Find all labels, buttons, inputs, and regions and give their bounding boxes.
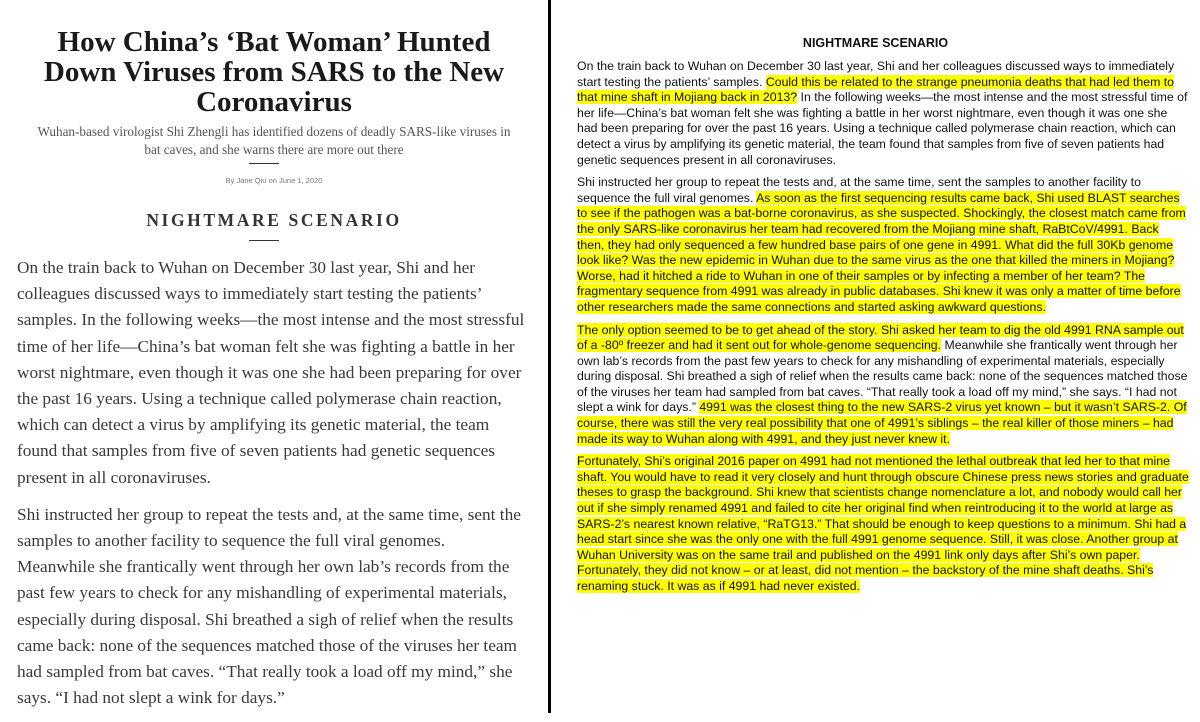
article-headline: How China’s ‘Bat Woman’ Hunted Down Viruses from SARS to the New Coronavirus xyxy=(43,26,505,118)
paragraph-3-highlight-1: The only option seemed to be to get ahead of the story. Shi asked her team to dig the old 4991 RNA sample out of a -80º freezer and had it sent out for whole-genome sequencing. xyxy=(577,322,1184,353)
annotated-text-panel xyxy=(551,0,1200,713)
section-divider xyxy=(249,240,279,241)
annotated-paragraph-2 xyxy=(577,175,1189,315)
article-paragraph-1: On the train back to Wuhan on December 30 last year, Shi and her colleagues discussed ways to immediately start testing the patients’ samples. In the following weeks—the most intense and the most stressful time of her life—China’s bat woman felt she was fighting a battle in her worst nightmare, even though it was one she had been preparing for over the past 16 years. Using a technique called polymerase chain reaction, which can detect a virus by amplifying its genetic material, the team found that samples from five of seven patients had genetic sequences present in all coronaviruses. xyxy=(17,258,525,487)
paragraph-3-highlight-2: 4991 was the closest thing to the new SARS-2 virus yet known – but it wasn’t SARS-2. Of course, there was still the very real possibility that one of 4991’s siblings – the real killer of those miners – had made its way to Wuhan along with 4991, and they just never knew it. xyxy=(577,400,1187,446)
paragraph-1-text-a: On the train back to Wuhan on December 30 last year, Shi and her colleagues discussed ways to immediately start testing the patients’ samples. xyxy=(577,59,1175,89)
annotated-section-title: NIGHTMARE SCENARIO xyxy=(802,36,949,50)
article-byline: By Jane Qiu on June 1, 2020 xyxy=(225,176,323,185)
paragraph-2-highlight: As soon as the first sequencing results came back, Shi used BLAST searches to see if the pathogen was a bat-borne coronavirus, as she suspected. Shockingly, the closest match came from the only SARS-like coronavirus her team had recovered from the Mojiang mine shaft, RaBtCoV/4991. Back then, they had only sequenced a few hundred base pairs of one gene in 4991. What did the full 30Kb genome look like? Was the new epidemic in Wuhan due to the same virus as the one that killed the miners in Mojiang? Worse, had it hitched a ride to Wuhan in one of their samples or by infecting a member of her team? The fragmentary sequence from 4991 was already in public databases. Shi knew it was only a matter of time before other researchers made the same connections and started asking awkward questions. xyxy=(577,190,1186,314)
annotated-paragraph-4 xyxy=(577,454,1189,594)
paragraph-4-highlight: Fortunately, Shi’s original 2016 paper on 4991 had not mentioned the lethal outbreak that led her to that mine shaft. You would have to read it very closely and hunt through obscure Chinese press news stories and graduate theses to grasp the background. Shi knew that scientists change nomenclature a lot, and nobody would call her out if she simply renamed 4991 and failed to cite her original find when reintroducing it to the world at large as SARS-2’s nearest known relative, “RaTG13.” That should be enough to keep questions to a minimum. Shi had a head start since she was the only one with the full 4991 genome sequence. Still, it was close. Another group at Wuhan University was on the same trail and published on the 4991 link only days after Shi’s own paper. Fortunately, they did not know – or at least, did not mention – the backstory of the mine shaft deaths. Shi’s renaming stuck. It was as if 4991 had never existed. xyxy=(577,454,1189,593)
annotated-paragraph-3 xyxy=(577,323,1189,448)
section-title: NIGHTMARE SCENARIO xyxy=(146,210,402,230)
article-deck: Wuhan-based virologist Shi Zhengli has identified dozens of deadly SARS-like viruses in bat caves, and she warns there are more out there xyxy=(37,124,511,157)
paragraph-1-highlight: Could this be related to the strange pneumonia deaths that had led them to that mine shaft in Mojiang back in 2013? xyxy=(577,74,1174,105)
article-paragraph-2: Shi instructed her group to repeat the tests and, at the same time, sent the samples to another facility to sequence the full viral genomes. Meanwhile she frantically went through her own lab’s records from the past few years to check for any mishandling of experimental materials, especially during disposal. Shi breathed a sigh of relief when the results came back: none of the sequences matched those of the viruses her team had sampled from bat caves. “That really took a load off my mind,” she says. “I had not slept a wink for days.” xyxy=(17,504,521,708)
annotated-paragraph-1 xyxy=(577,59,1189,168)
original-article-panel xyxy=(0,0,548,713)
paragraph-3-text-a: Meanwhile she frantically went through her own lab’s records from the past few years to check for any mishandling of experimental materials, especially during disposal. Shi breathed a sigh of relief when the results came back: none of the sequences matched those of the viruses her team had sampled from bat caves. “That really took a load off my mind,” she says. “I had not slept a wink for days.” xyxy=(577,338,1188,415)
annotated-body xyxy=(577,59,1189,602)
paragraph-2-text-a: Shi instructed her group to repeat the tests and, at the same time, sent the samples to another facility to sequence the full viral genomes. xyxy=(577,175,1141,205)
article-body xyxy=(17,255,527,722)
deck-divider xyxy=(249,163,279,164)
paragraph-1-text-b: In the following weeks—the most intense and the most stressful time of her life—China’s bat woman felt she was fighting a battle in her worst nightmare, even though it was one she had been preparing for over the past 16 years. Using a technique called polymerase chain reaction, which can detect a virus by amplifying its genetic material, the team found that samples from five of seven patients had genetic sequences present in all coronaviruses. xyxy=(577,90,1188,167)
